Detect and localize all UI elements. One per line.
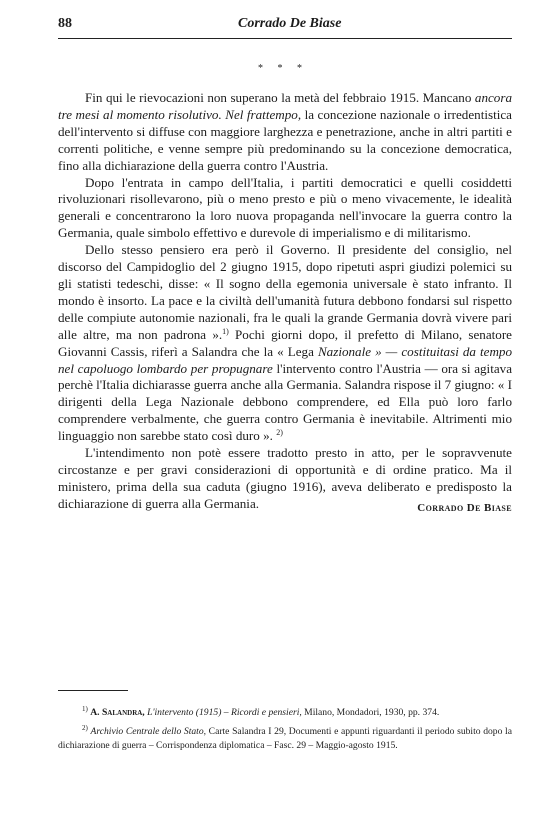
footnote-mark: 2) [82, 724, 88, 733]
footnote-ref: 1) [222, 326, 229, 336]
italic-run: Nazionale » — costituitasi da tempo nel capoluogo lombardo per propugnare [58, 343, 512, 376]
author-signature: Corrado De Biase [417, 502, 512, 514]
paragraph: Dopo l'entrata in campo dell'Italia, i partiti democratici e quelli cosiddetti rivoluzionari risollevarono, più o meno presto e più o meno vivacemente, le idealità generali e concentrarono la loro nuova propaganda nell'invocare la guerra contro la Germania, quale simbolo effettivo e durevole di imperialismo e di militarismo. [58, 174, 512, 241]
footnote-text: Milano, Mondadori, 1930, pp. 374. [301, 707, 440, 718]
footnotes [58, 706, 512, 758]
article-body [58, 90, 512, 513]
footnote-author: A. Salandra, [90, 707, 145, 718]
paragraph [58, 90, 512, 175]
italic-run: ancora tre mesi al momento risolutivo. Nel frattempo, [58, 90, 512, 122]
paragraph [58, 242, 512, 445]
section-separator: * * * [258, 63, 308, 74]
page-number: 88 [58, 16, 72, 31]
footnote-rule [58, 690, 128, 691]
text-run: Fin qui le rievocazioni non superano la metà del febbraio 1915. Mancano [85, 90, 475, 105]
footnote [58, 706, 512, 719]
header-rule [58, 38, 512, 39]
running-head: Corrado De Biase [238, 16, 342, 31]
text-run: Pochi giorni dopo, il prefetto di Milano, senatore Giovanni Cassis, riferì a Salandra che la « Lega [58, 326, 512, 359]
footnote [58, 725, 512, 752]
text-run: l'intervento contro l'Austria — ora si agitava perchè l'Italia dichiarasse guerra anche alla Germania. Salandra rispose il 7 giugno: « I dirigenti della Lega Nazionale debbono comprendere, ed Ella può loro farlo comprendere verbalmente, che guerra contro Germania è inevitabile. Altrimenti mio linguaggio non sarebbe stato così duro ». [58, 360, 513, 444]
text-run: la concezione nazionale o irredentistica dell'intervento si diffuse con maggiore larghezza e penetrazione, anche in altri partiti e correnti politiche, e venne sempre più predominando su la concezione democratica, fino alla dichiarazione della guerra contro l'Austria. [58, 106, 512, 173]
footnote-title: L'intervento (1915) – Ricordi e pensieri, [147, 707, 302, 718]
paragraph: L'intendimento non potè essere tradotto presto in atto, per le sopravvenute circostanze e per gravi considerazioni di opportunità e di ordine pratico. Ma il ministero, prima della sua caduta (giugno 1916), aveva deliberato e predisposto la dichiarazione di guerra alla Germania. [58, 445, 512, 511]
footnote-text: Carte Salandra I 29, Documenti e appunti riguardanti il periodo subito dopo la dichiarazione di guerra – Corrispondenza diplomatica – Fasc. 29 – Maggio-agosto 1915. [58, 726, 512, 751]
footnote-title: Archivio Centrale dello Stato, [90, 726, 207, 738]
text-run: Dello stesso pensiero era però il Governo. Il presidente del consiglio, nel discorso del Campidoglio del 2 giugno 1915, dopo ripetuti aspri giudizi polemici su gli statisti tedeschi, disse: « Il sogno della egemonia universale è stato infranto. Il mondo è insorto. La pace e la civiltà dell'umanità futura debbono fondarsi sul rispetto delle compiute autonomie nazionali, fra le quali la grande Germania dovrà vivere pari alle altre, ma non padrona ». [58, 242, 512, 342]
footnote-ref: 2) [276, 428, 283, 438]
footnote-mark: 1) [82, 705, 88, 713]
page-header [58, 16, 512, 36]
